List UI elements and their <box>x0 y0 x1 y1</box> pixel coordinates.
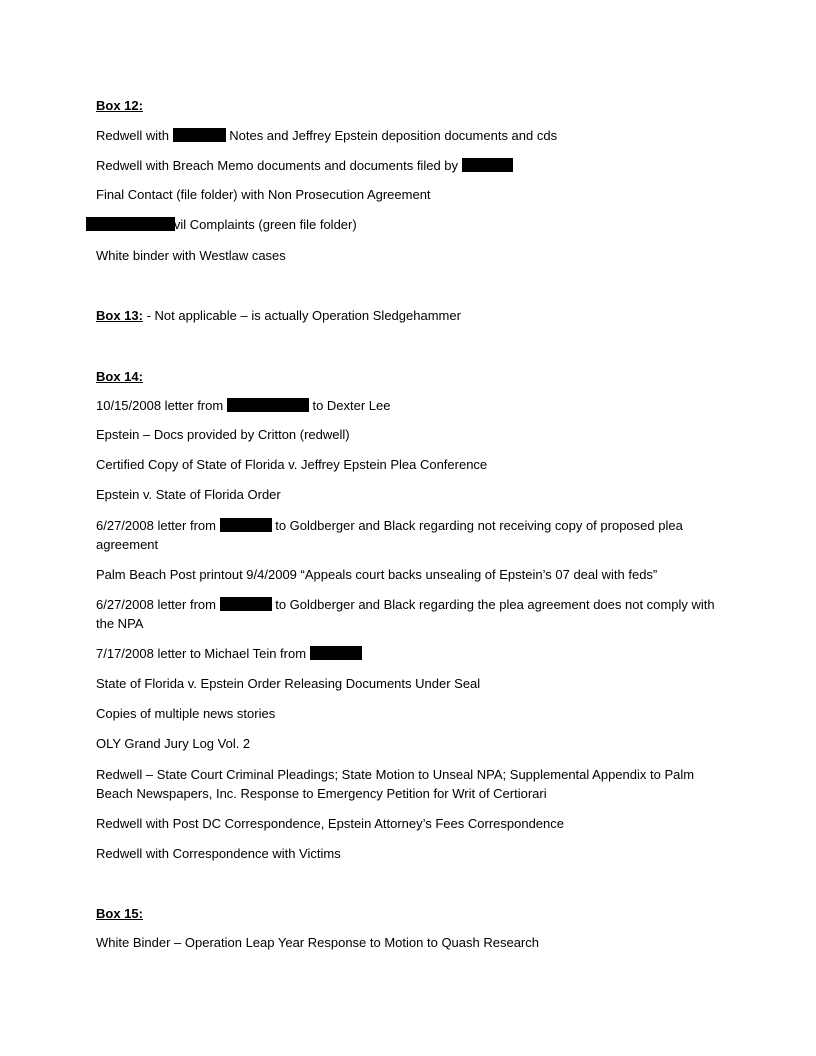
item-text: 7/17/2008 letter to Michael Tein from <box>96 646 307 661</box>
box-15-item-1 <box>96 933 726 952</box>
item-text: 10/15/2008 letter from <box>96 398 224 413</box>
box-14-heading: Box 14: <box>96 369 143 384</box>
item-text: to Dexter Lee <box>312 398 391 413</box>
item-text: Redwell – State Court Criminal Pleadings; State Motion to Unseal NPA; Supplemental Appendix to Palm Beach Newspapers, Inc. Response to Emergency Petition for Writ of Certiorari <box>96 767 695 801</box>
box-14-item-11 <box>96 734 726 753</box>
redaction-block <box>220 518 272 532</box>
redaction-block <box>173 128 226 142</box>
item-text: Epstein v. State of Florida Order <box>96 487 281 502</box>
redaction-block <box>227 398 309 412</box>
redaction-block <box>220 597 272 611</box>
box-13-heading: Box 13: <box>96 308 143 323</box>
box-14-item-7 <box>96 595 726 633</box>
box-12-heading: Box 12: <box>96 98 143 113</box>
item-text: Notes and Jeffrey Epstein deposition documents and cds <box>229 128 558 143</box>
item-text: Palm Beach Post printout 9/4/2009 “Appeals court backs unsealing of Epstein’s 07 deal with feds” <box>96 567 658 582</box>
redaction-block <box>86 217 175 231</box>
box-12-item-5 <box>96 246 726 265</box>
item-text: 6/27/2008 letter from <box>96 518 216 533</box>
box-14-item-4 <box>96 485 726 504</box>
item-text: State of Florida v. Epstein Order Releasing Documents Under Seal <box>96 676 481 691</box>
item-text: Redwell with <box>96 128 169 143</box>
box-14-item-6 <box>96 565 726 584</box>
item-text: 6/27/2008 letter from <box>96 597 216 612</box>
item-text: White Binder – Operation Leap Year Response to Motion to Quash Research <box>96 935 539 950</box>
box-14-item-8 <box>96 644 726 663</box>
item-text: OLY Grand Jury Log Vol. 2 <box>96 736 251 751</box>
redaction-block <box>462 158 513 172</box>
item-text: Redwell with Breach Memo documents and documents filed by <box>96 158 459 173</box>
box-13-text: - Not applicable – is actually Operation Sledgehammer <box>142 308 461 323</box>
box-14-item-3 <box>96 455 726 474</box>
box-14-heading-line <box>96 367 726 386</box>
item-text: Redwell with Post DC Correspondence, Epstein Attorney’s Fees Correspondence <box>96 816 564 831</box>
box-15-heading-line <box>96 904 726 923</box>
item-text: to Goldberger and Black regarding not receiving copy of proposed plea agreement <box>96 518 683 552</box>
box-12-item-3 <box>96 185 726 204</box>
box-14-item-9 <box>96 674 726 693</box>
item-text: Redwell with Correspondence with Victims <box>96 846 341 861</box>
box-13-line <box>96 306 726 325</box>
item-text: White binder with Westlaw cases <box>96 248 286 263</box>
item-text: Copies of multiple news stories <box>96 706 276 721</box>
box-12-item-2 <box>96 156 726 175</box>
box-14-item-1 <box>96 396 726 415</box>
box-14-item-13 <box>96 814 726 833</box>
item-text: Certified Copy of State of Florida v. Jeffrey Epstein Plea Conference <box>96 457 488 472</box>
box-12-item-1 <box>96 126 726 145</box>
box-14-item-5 <box>96 516 726 554</box>
redaction-block <box>310 646 362 660</box>
box-14-item-12 <box>96 765 726 803</box>
box-12-heading-line <box>96 96 726 115</box>
item-text: ivil Complaints (green file folder) <box>171 217 357 232</box>
item-text: to Goldberger and Black regarding the plea agreement does not comply with the NPA <box>96 597 715 631</box>
item-text: Epstein – Docs provided by Critton (redwell) <box>96 427 350 442</box>
box-14-item-10 <box>96 704 726 723</box>
item-text: Final Contact (file folder) with Non Prosecution Agreement <box>96 187 431 202</box>
box-12-item-4 <box>86 215 716 234</box>
box-15-heading: Box 15: <box>96 906 143 921</box>
box-14-item-2 <box>96 425 726 444</box>
box-14-item-14 <box>96 844 726 863</box>
